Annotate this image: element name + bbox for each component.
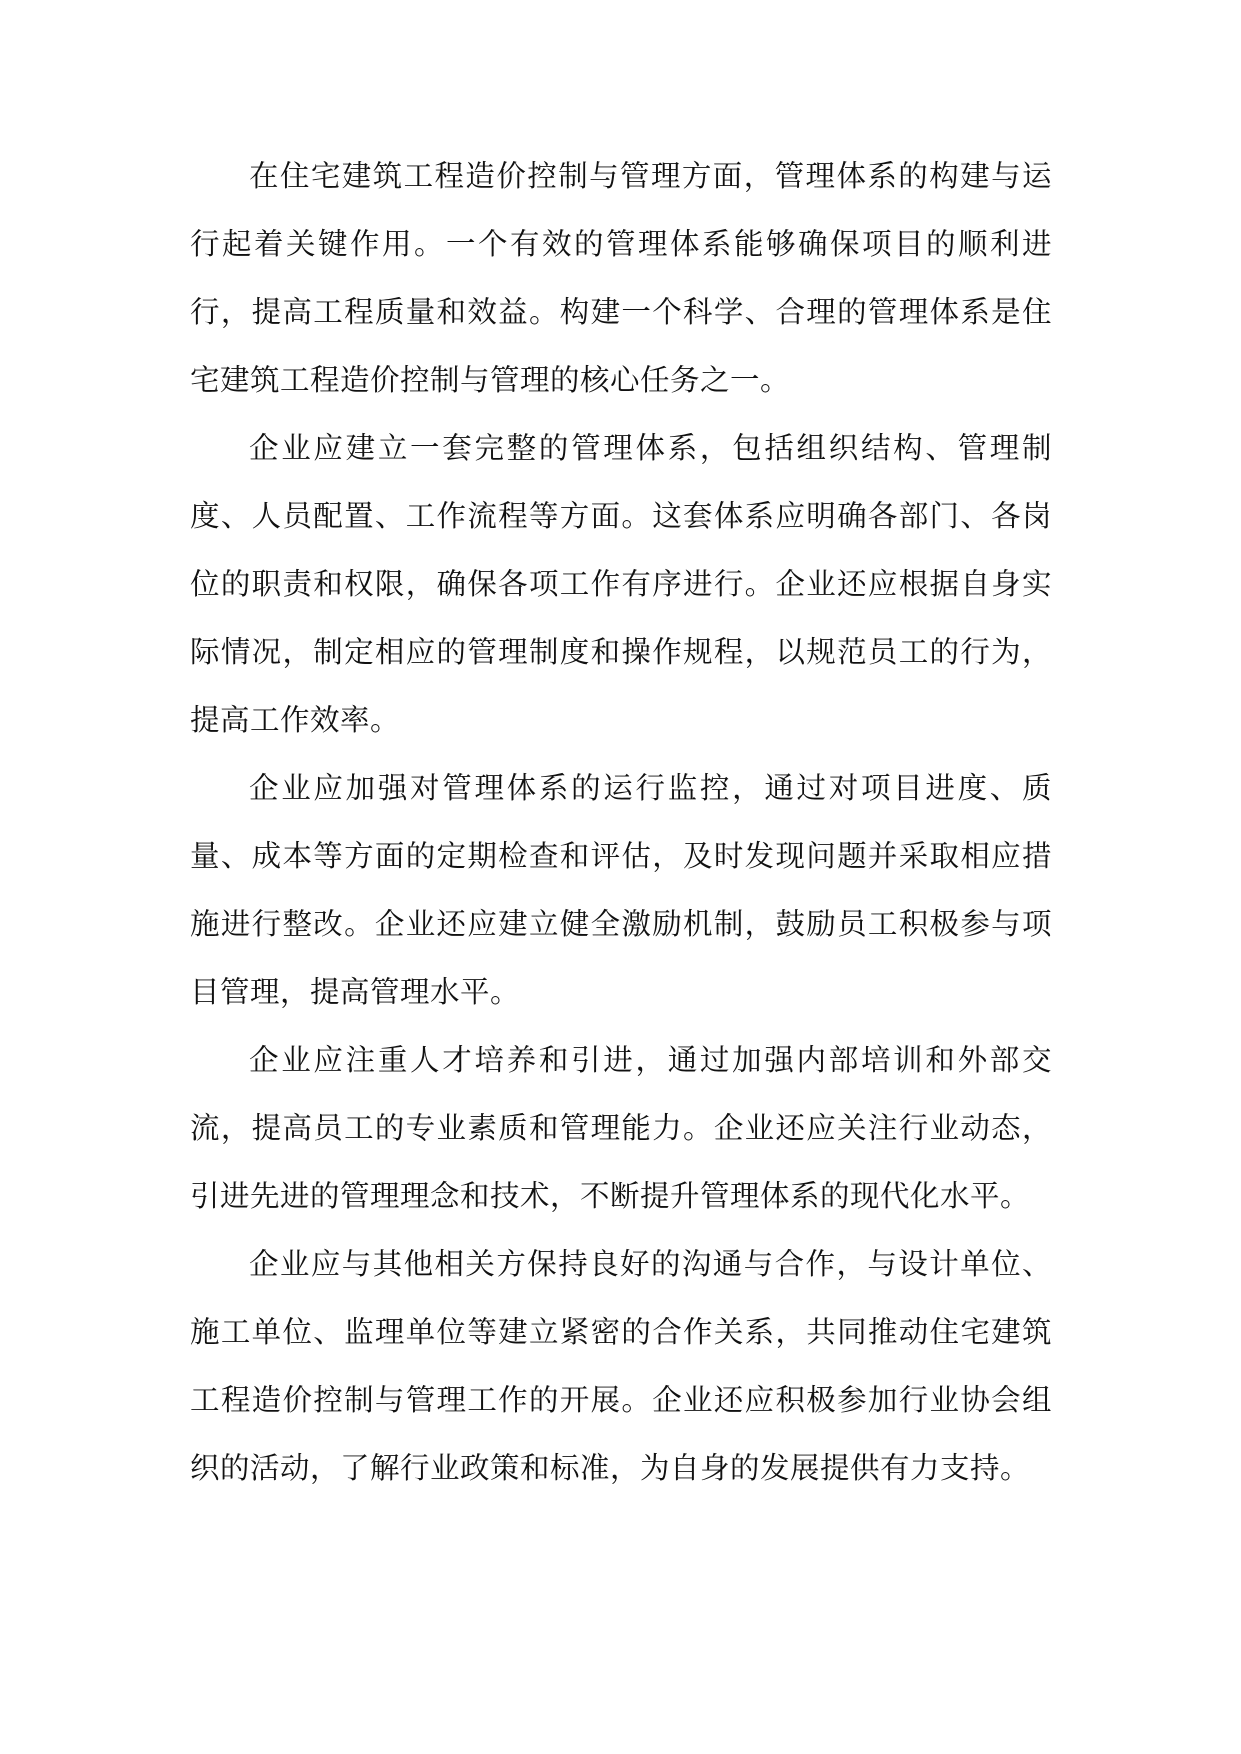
paragraph-1: 在住宅建筑工程造价控制与管理方面，管理体系的构建与运行起着关键作用。一个有效的管理体系能够确保项目的顺利进行，提高工程质量和效益。构建一个科学、合理的管理体系是住宅建筑工程造价控制与管理的核心任务之一。	[190, 159, 1052, 397]
document-page	[190, 142, 1052, 1502]
paragraph-4: 企业应注重人才培养和引进，通过加强内部培训和外部交流，提高员工的专业素质和管理能力。企业还应关注行业动态，引进先进的管理理念和技术，不断提升管理体系的现代化水平。	[190, 1043, 1052, 1213]
paragraph-5: 企业应与其他相关方保持良好的沟通与合作，与设计单位、施工单位、监理单位等建立紧密的合作关系，共同推动住宅建筑工程造价控制与管理工作的开展。企业还应积极参加行业协会组织的活动，了解行业政策和标准，为自身的发展提供有力支持。	[190, 1247, 1052, 1485]
paragraph-2: 企业应建立一套完整的管理体系，包括组织结构、管理制度、人员配置、工作流程等方面。这套体系应明确各部门、各岗位的职责和权限，确保各项工作有序进行。企业还应根据自身实际情况，制定相应的管理制度和操作规程，以规范员工的行为，提高工作效率。	[190, 431, 1052, 737]
paragraph-3: 企业应加强对管理体系的运行监控，通过对项目进度、质量、成本等方面的定期检查和评估，及时发现问题并采取相应措施进行整改。企业还应建立健全激励机制，鼓励员工积极参与项目管理，提高管理水平。	[190, 771, 1052, 1009]
